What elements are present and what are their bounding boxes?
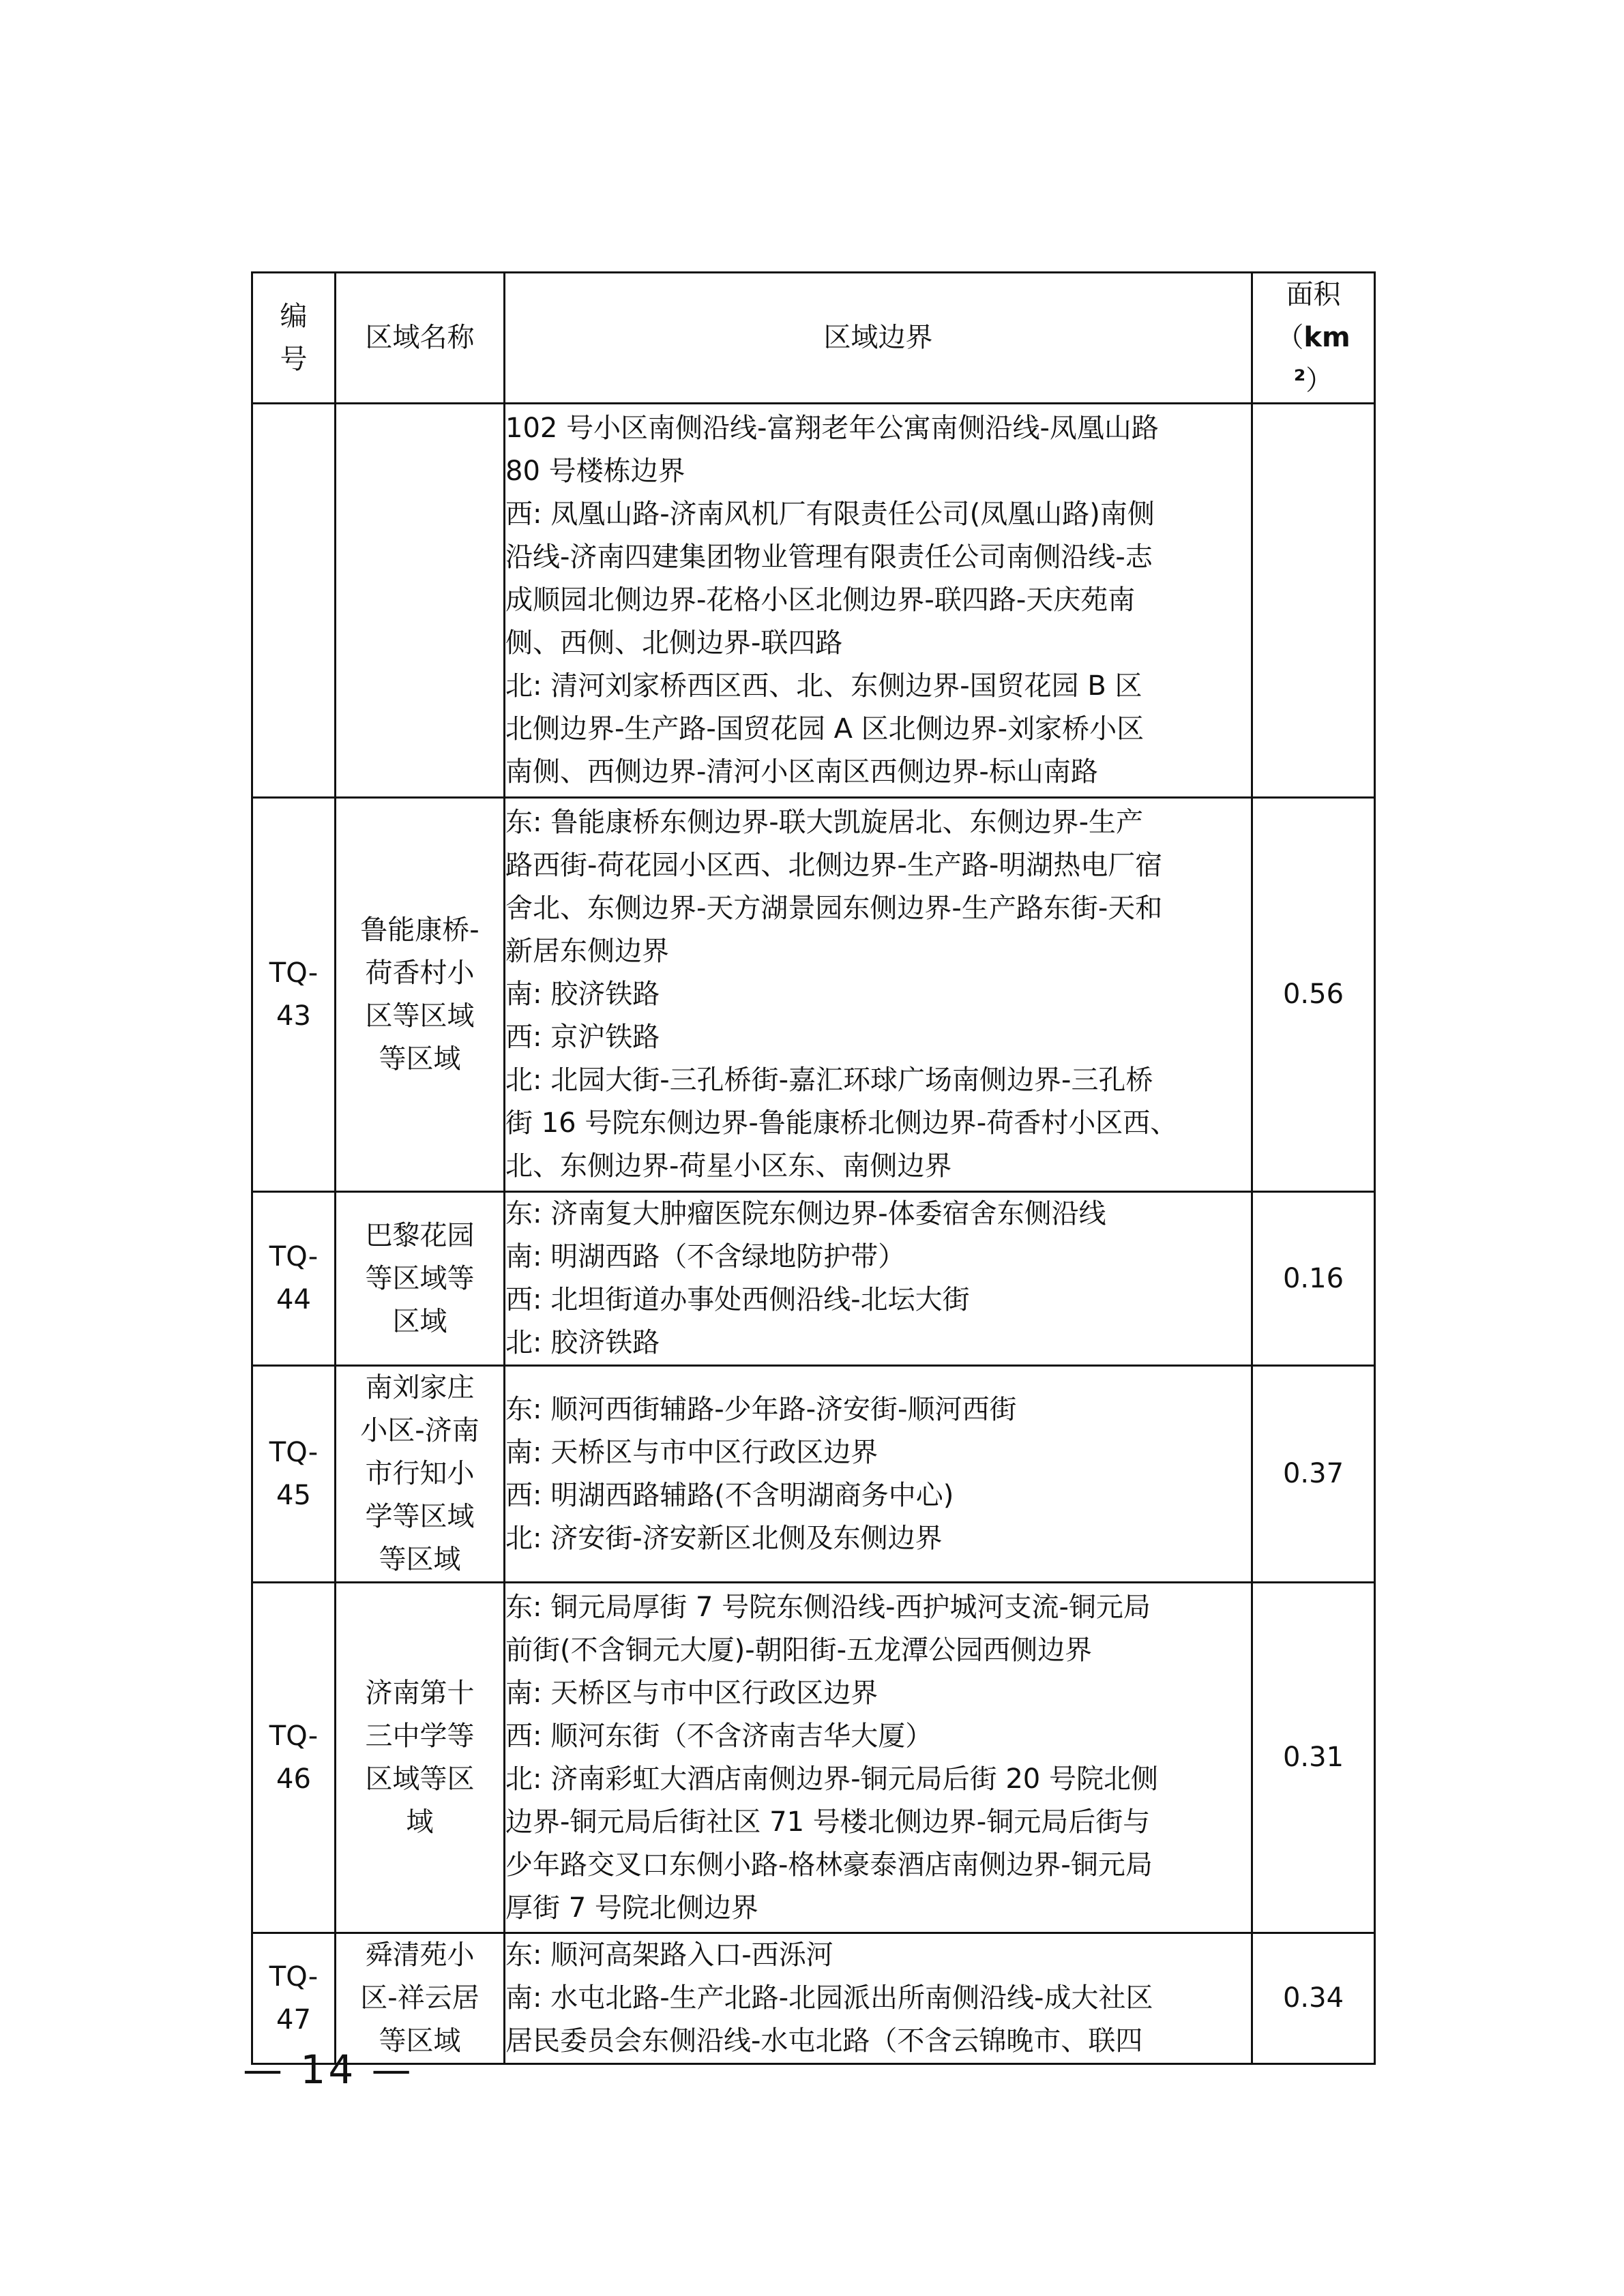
cell-id: TQ- 46 xyxy=(252,1583,336,1933)
table-row xyxy=(252,798,1375,1192)
cell-id: TQ- 47 xyxy=(252,1933,336,2064)
cell-boundary: 东: 鲁能康桥东侧边界-联大凯旋居北、东侧边界-生产 路西街-荷花园小区西、北侧边界-生产路-明湖热电厂宿 舍北、东侧边界-天方湖景园东侧边界-生产路东街-天和 新居东侧边界 南: 胶济铁路 西: 京沪铁路 北: 北园大街-三孔桥街-嘉汇环球广场南侧边界-三孔桥 街 16 号院东侧边界-鲁能康桥北侧边界-荷香村小区西、 北、东侧边界-荷星小区东、南侧边界 xyxy=(505,798,1252,1192)
cell-boundary: 东: 铜元局厚街 7 号院东侧沿线-西护城河支流-铜元局 前街(不含铜元大厦)-朝阳街-五龙潭公园西侧边界 南: 天桥区与市中区行政区边界 西: 顺河东街（不含济南吉华大厦） 北: 济南彩虹大酒店南侧边界-铜元局后街 20 号院北侧 边界-铜元局后街社区 71 号楼北侧边界-铜元局后街与 少年路交叉口东侧小路-格林豪泰酒店南侧边界-铜元局 厚街 7 号院北侧边界 xyxy=(505,1583,1252,1933)
table-row xyxy=(252,1933,1375,2064)
cell-area: 0.37 xyxy=(1252,1366,1375,1583)
cell-id: TQ- 44 xyxy=(252,1192,336,1366)
cell-area: 0.16 xyxy=(1252,1192,1375,1366)
region-table xyxy=(251,271,1376,2065)
table-body xyxy=(252,404,1375,2064)
cell-boundary: 东: 顺河西街辅路-少年路-济安街-顺河西街 南: 天桥区与市中区行政区边界 西: 明湖西路辅路(不含明湖商务中心) 北: 济安街-济安新区北侧及东侧边界 xyxy=(505,1366,1252,1583)
cell-area xyxy=(1252,404,1375,798)
cell-area: 0.31 xyxy=(1252,1583,1375,1933)
table-header-row xyxy=(252,273,1375,404)
cell-boundary: 102 号小区南侧沿线-富翔老年公寓南侧沿线-凤凰山路 80 号楼栋边界 西: 凤凰山路-济南风机厂有限责任公司(凤凰山路)南侧 沿线-济南四建集团物业管理有限责任公司南侧沿线-志 成顺园北侧边界-花格小区北侧边界-联四路-天庆苑南 侧、西侧、北侧边界-联四路 北: 清河刘家桥西区西、北、东侧边界-国贸花园 B 区 北侧边界-生产路-国贸花园 A 区北侧边界-刘家桥小区 南侧、西侧边界-清河小区南区西侧边界-标山南路 xyxy=(505,404,1252,798)
cell-id: TQ- 45 xyxy=(252,1366,336,1583)
table-row xyxy=(252,1583,1375,1933)
cell-boundary: 东: 济南复大肿瘤医院东侧边界-体委宿舍东侧沿线 南: 明湖西路（不含绿地防护带） 西: 北坦街道办事处西侧沿线-北坛大街 北: 胶济铁路 xyxy=(505,1192,1252,1366)
header-name: 区域名称 xyxy=(336,273,505,404)
cell-name xyxy=(336,404,505,798)
cell-id xyxy=(252,404,336,798)
cell-area: 0.34 xyxy=(1252,1933,1375,2064)
cell-name: 济南第十 三中学等 区域等区 域 xyxy=(336,1583,505,1933)
cell-name: 南刘家庄 小区-济南 市行知小 学等区域 等区域 xyxy=(336,1366,505,1583)
table-row xyxy=(252,1366,1375,1583)
table-row xyxy=(252,404,1375,798)
cell-name: 鲁能康桥- 荷香村小 区等区域 等区域 xyxy=(336,798,505,1192)
cell-id: TQ- 43 xyxy=(252,798,336,1192)
cell-boundary: 东: 顺河高架路入口-西泺河 南: 水屯北路-生产北路-北园派出所南侧沿线-成大社区 居民委员会东侧沿线-水屯北路（不含云锦晚市、联四 xyxy=(505,1933,1252,2064)
header-boundary: 区域边界 xyxy=(505,273,1252,404)
header-area: 面积 （km ²） xyxy=(1252,273,1375,404)
cell-name: 巴黎花园 等区域等 区域 xyxy=(336,1192,505,1366)
cell-area: 0.56 xyxy=(1252,798,1375,1192)
page-number: — 14 — xyxy=(243,2046,414,2093)
cell-name: 舜清苑小 区-祥云居 等区域 xyxy=(336,1933,505,2064)
header-id: 编 号 xyxy=(252,273,336,404)
table-row xyxy=(252,1192,1375,1366)
